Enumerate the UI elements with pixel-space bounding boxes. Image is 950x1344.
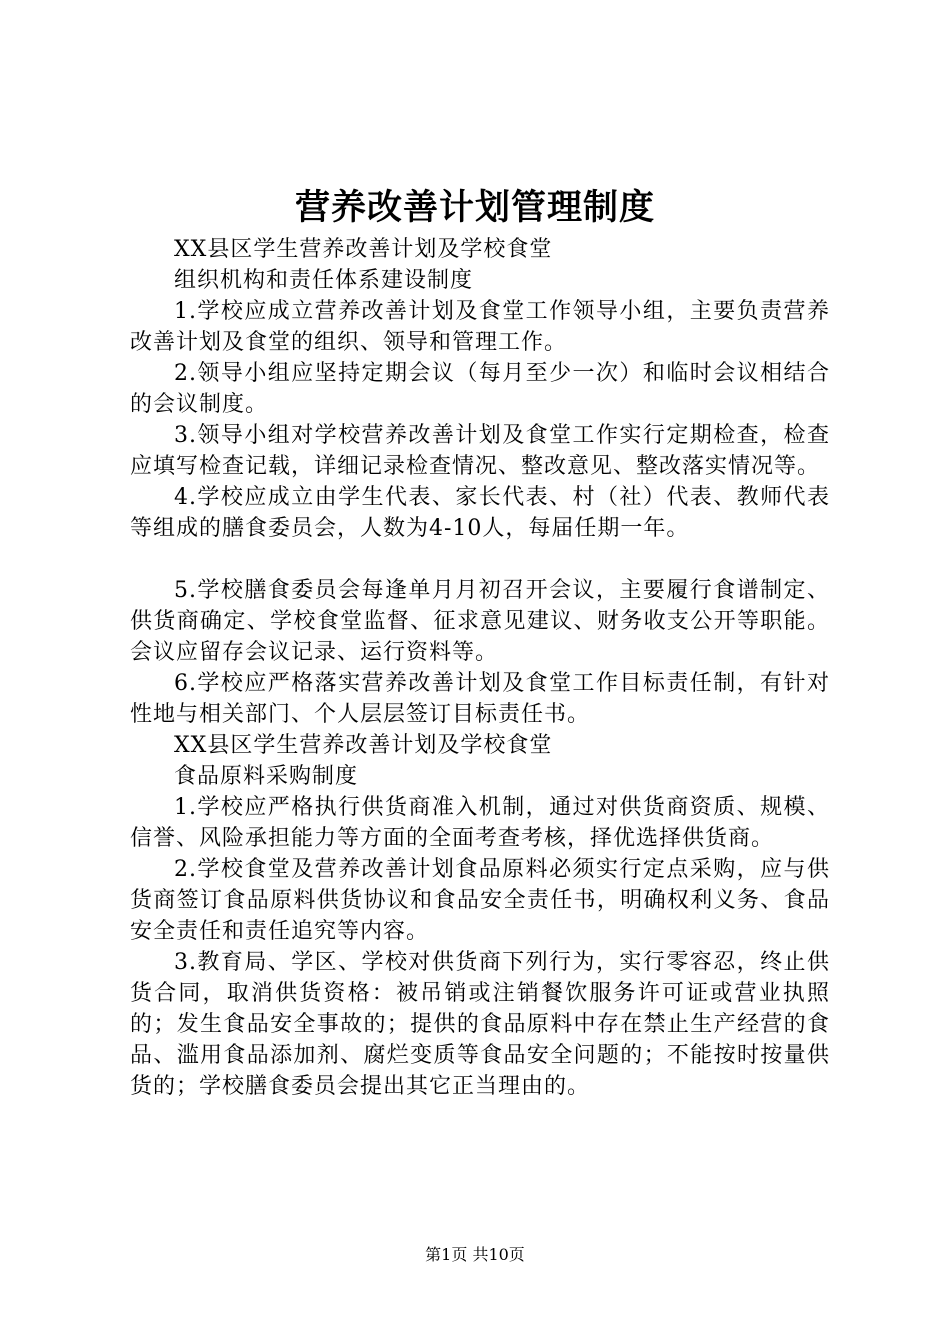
paragraph-item: 1.学校应成立营养改善计划及食堂工作领导小组，主要负责营养改善计划及食堂的组织、领导和管理工作。 bbox=[130, 299, 830, 355]
paragraph-item: 4.学校应成立由学生代表、家长代表、村（社）代表、教师代表等组成的膳食委员会，人数为4-10人，每届任期一年。 bbox=[130, 485, 830, 541]
paragraph-item: 3.教育局、学区、学校对供货商下列行为，实行零容忍，终止供货合同，取消供货资格：被吊销或注销餐饮服务许可证或营业执照的；发生食品安全事故的；提供的食品原料中存在禁止生产经营的食品、滥用食品添加剂、腐烂变质等食品安全问题的；不能按时按量供货的；学校膳食委员会提出其它正当理由的。 bbox=[130, 950, 830, 1099]
page-number-footer: 第1页 共10页 bbox=[425, 1245, 525, 1264]
section-heading-line-1: XX县区学生营养改善计划及学校食堂 bbox=[174, 237, 553, 262]
paragraph-item: 2.领导小组应坚持定期会议（每月至少一次）和临时会议相结合的会议制度。 bbox=[130, 361, 830, 417]
paragraph-item: 1.学校应严格执行供货商准入机制，通过对供货商资质、规模、信誉、风险承担能力等方面的全面考查考核，择优选择供货商。 bbox=[130, 795, 830, 851]
section-heading-line-1: XX县区学生营养改善计划及学校食堂 bbox=[174, 733, 553, 758]
document-title: 营养改善计划管理制度 bbox=[294, 187, 655, 228]
paragraph-item: 2.学校食堂及营养改善计划食品原料必须实行定点采购，应与供货商签订食品原料供货协议和食品安全责任书，明确权利义务、食品安全责任和责任追究等内容。 bbox=[130, 857, 830, 944]
section-heading-line-2: 组织机构和责任体系建设制度 bbox=[174, 268, 474, 293]
paragraph-item: 5.学校膳食委员会每逢单月月初召开会议，主要履行食谱制定、供货商确定、学校食堂监督、征求意见建议、财务收支公开等职能。会议应留存会议记录、运行资料等。 bbox=[130, 578, 830, 665]
paragraph-item: 3.领导小组对学校营养改善计划及食堂工作实行定期检查，检查应填写检查记载，详细记录检查情况、整改意见、整改落实情况等。 bbox=[130, 423, 830, 479]
paragraph-item: 6.学校应严格落实营养改善计划及食堂工作目标责任制，有针对性地与相关部门、个人层层签订目标责任书。 bbox=[130, 671, 830, 727]
section-heading-line-2: 食品原料采购制度 bbox=[174, 764, 359, 789]
document-body bbox=[130, 234, 830, 1102]
